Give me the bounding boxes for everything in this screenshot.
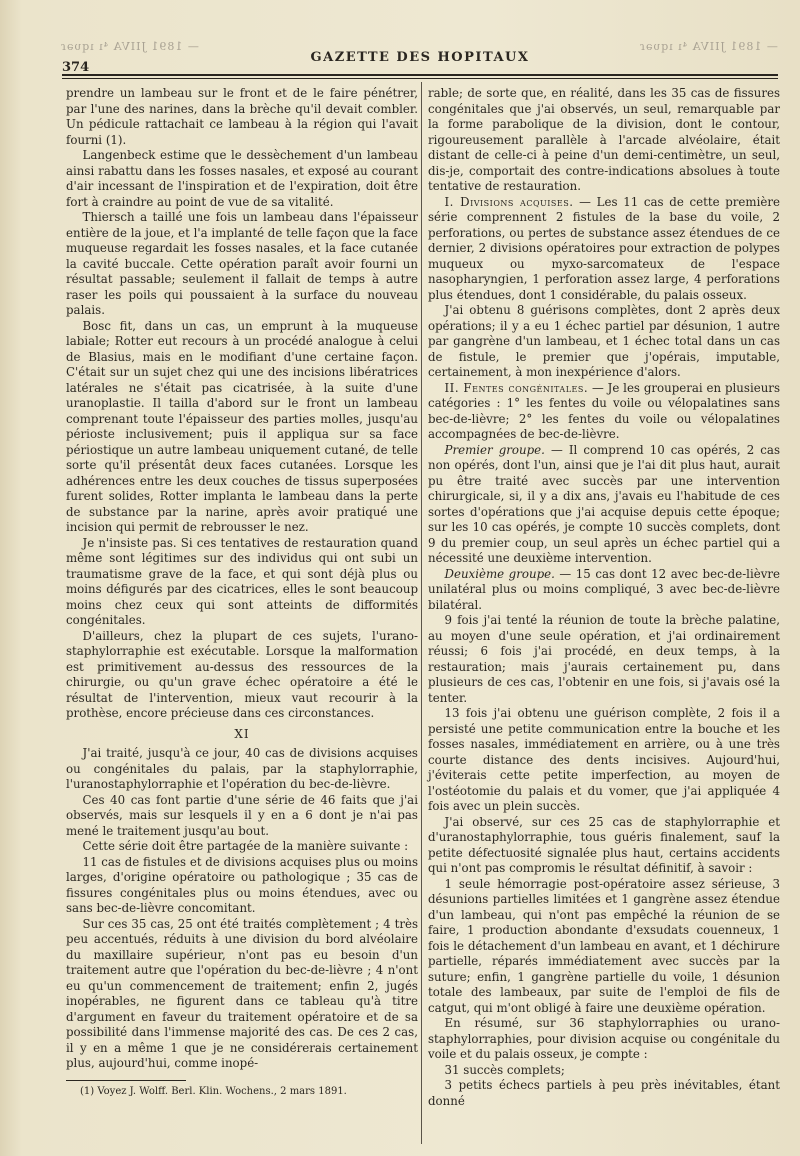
header-rule	[62, 74, 778, 76]
list-item: 31 succès complets;	[444, 1062, 565, 1077]
paragraph: D'ailleurs, chez la plupart de ces sujets, l'urano-staphylorraphie est exécutable. Lorsque la malformation est primitivement au-dessus des ressources de la chirurgie, ou qu'un grave échec opératoire a été le résultat de l'intervention, mieux vaut recourir à la prothèse, encore précieuse dans ces circonstances.	[66, 628, 418, 720]
paragraph	[428, 381, 780, 443]
group-label: Deuxième groupe.	[444, 566, 555, 581]
paragraph: Cette série doit être partagée de la manière suivante :	[82, 839, 409, 853]
left-column	[66, 86, 418, 1098]
paragraph: J'ai observé, sur ces 25 cas de staphylorraphie et d'uranostaphylorraphie, tous guéris finalement, sauf la petite défectuosité signalée plus haut, certains accidents qui n'ont pas compromis le résultat définitif, à savoir :	[428, 814, 780, 875]
paragraph-text: — Je les grouperai en plusieurs catégories : 1° les fentes du voile ou vélopalatines sans bec-de-lièvre; 2° les fentes du voile ou vélopalatines accompagnées de bec-de-lièvre.	[428, 380, 780, 441]
paragraph-text: — Les 11 cas de cette première série comprennent 2 fistules de la base du voile, 2 perforations, ou pertes de substance assez étendues de ce dernier, 2 divisions opératoires pour extraction de polypes muqueux ou myxo-sarcomateux de l'espace nasopharyngien, 1 perforation assez large, 4 perforations plus étendues, dont 1 considérable, du palais osseux.	[428, 194, 780, 302]
section-heading: XI	[234, 726, 250, 741]
paragraph-text: — Il comprend 10 cas opérés, 2 cas non opérés, dont l'un, ainsi que je l'ai dit plus haut, aurait pu être traité avec succès par une intervention chirurgicale, si, il y a dix ans, j'avais eu l'habitude de ces sortes d'opérations que j'ai acquise depuis cette époque; sur les 10 cas opérés, je compte 10 succès complets, dont 9 du premier coup, un seul après un échec partiel qui a nécessité une deuxième intervention.	[428, 442, 780, 565]
paragraph: Thiersch a taillé une fois un lambeau dans l'épaisseur entière de la joue, et l'a implanté de telle façon que la face muqueuse regardait les fosses nasales, et la face cutanée la cavité buccale. Cette opération paraît avoir fourni un résultat passable; seulement il fallait de temps à autre raser les poils qui poussaient à la surface du nouveau palais.	[66, 210, 418, 317]
paragraph: rable; de sorte que, en réalité, dans les 35 cas de fissures congénitales que j'ai observés, un seul, remarquable par la forme parabolique de la division, dont le contour, rigoureusement parallèle à l'arcade alvéolaire, était distant de celle-ci à peine d'un demi-centimètre, un seul, dis-je, comportait des contre-indications absolues à toute tentative de restauration.	[428, 86, 780, 193]
paragraph: 1 seule hémorragie post-opératoire assez sérieuse, 3 désunions partielles limitées et 1 gangrène assez étendue d'un lambeau, qui n'ont pas empêché la réunion de se faire, 1 production abondante d'exsudats couenneux, 1 fois le détachement d'un lambeau en avant, et 1 déchirure partielle, réparés immédiatement avec succès par la suture; enfin, 1 gangrène partielle du voile, 1 désunion totale des lambeaux, par suite de l'emploi de fils de catgut, qui m'ont obligé à faire une deuxième opération.	[428, 876, 780, 1015]
paragraph: Je n'insiste pas. Si ces tentatives de restauration quand même sont légitimes sur des individus qui ont subi un traumatisme grave de la face, et qui sont déjà plus ou moins défigurés par des cicatrices, elles le sont beaucoup moins chez ceux qui sont atteints de difformités congénitales.	[66, 535, 418, 627]
page-header	[62, 46, 778, 75]
bleed-through-text: — 1891 JIIVA ⁴ı ıqυəɾ	[60, 40, 199, 53]
header-rule-thin	[62, 78, 778, 79]
running-title: GAZETTE DES HOPITAUX	[310, 50, 530, 65]
paragraph-text: — 15 cas dont 12 avec bec-de-lièvre unilatéral plus ou moins compliqué, 3 avec bec-de-lièvre bilatéral.	[428, 566, 780, 612]
paragraph: 11 cas de fistules et de divisions acquises plus ou moins larges, d'origine opératoire ou pathologique ; 35 cas de fissures congénitales plus ou moins étendues, avec ou sans bec-de-lièvre concomitant.	[66, 854, 418, 915]
bleed-through-text: — 1891 JIIVA ⁴ı ıqυəɾ	[639, 40, 778, 53]
paragraph	[428, 195, 780, 304]
right-column	[428, 86, 780, 1109]
paragraph: Ces 40 cas font partie d'une série de 46 faits que j'ai observés, mais sur lesquels il y en a 6 dont je n'ai pas mené le traitement jusqu'au bout.	[66, 792, 418, 838]
paragraph: Bosc fit, dans un cas, un emprunt à la muqueuse labiale; Rotter eut recours à un procédé analogue à celui de Blasius, mais en le modifiant d'une certaine façon. C'était sur un sujet chez qui une des incisions libératrices latérales ne s'était pas cicatrisée, à la suite d'une uranoplastie. Il tailla d'abord sur le front un lambeau comprenant toute l'épaisseur des parties molles, jusqu'au périoste inclusivement; puis il appliqua sur sa face périostique un autre lambeau uniquement cutané, de telle sorte qu'il présentât deux faces cutanées. Lorsque les adhérences entre les deux couches de tissus superposées furent solides, Rotter implanta le lambeau dans la perte de substance par la narine, après avoir pratiqué une incision qui permit de rebrousser le nez.	[66, 318, 418, 534]
list-item: 3 petits échecs partiels à peu près inévitables, étant donné	[428, 1078, 780, 1108]
footnote: (1) Voyez J. Wolff. Berl. Klin. Wochens., 2 mars 1891.	[80, 1085, 347, 1097]
paragraph	[428, 443, 780, 567]
paragraph: prendre un lambeau sur le front et de le faire pénétrer, par l'une des narines, dans la brèche qu'il devait combler. Un pédicule rattachait ce lambeau à la région qui l'avait fourni (1).	[66, 86, 418, 147]
page-number: 374	[62, 60, 90, 75]
group-label: Premier groupe.	[444, 442, 545, 457]
column-divider	[421, 82, 422, 1144]
paragraph: 9 fois j'ai tenté la réunion de toute la brèche palatine, au moyen d'une seule opération, et j'ai ordinairement réussi; 6 fois j'ai procédé, en deux temps, à la restauration; mais j'aurais certainement pu, dans plusieurs de ces cas, l'obtenir en une fois, si j'avais osé la tenter.	[428, 613, 780, 705]
subsection-label: II. Fentes congénitales.	[444, 380, 589, 395]
paragraph: J'ai obtenu 8 guérisons complètes, dont 2 après deux opérations; il y a eu 1 échec partiel par désunion, 1 autre par gangrène d'un lambeau, et 1 échec total dans un cas de fistule, le premier que j'opérais, imputable, certainement, à mon inexpérience d'alors.	[428, 303, 780, 379]
paragraph: J'ai traité, jusqu'à ce jour, 40 cas de divisions acquises ou congénitales du palais, par la staphylorraphie, l'uranostaphylorraphie et l'opération du bec-de-lièvre.	[66, 746, 418, 791]
footnote-rule	[66, 1080, 186, 1081]
paragraph	[428, 567, 780, 614]
paragraph: Langenbeck estime que le dessèchement d'un lambeau ainsi rabattu dans les fosses nasales, et exposé au courant d'air incessant de l'inspiration et de l'expiration, doit être fort à craindre au point de vue de sa vitalité.	[66, 148, 418, 209]
paragraph: 13 fois j'ai obtenu une guérison complète, 2 fois il a persisté une petite communication entre la bouche et les fosses nasales, immédiatement en arrière, ou à une très courte distance des dents incisives. Aujourd'hui, j'éviterais cette petite imperfection, au moyen de l'ostéotomie du palais et du vomer, que j'ai appliquée 4 fois avec un plein succès.	[428, 706, 780, 813]
paragraph: En résumé, sur 36 staphylorraphies ou urano-staphylorraphies, pour division acquise ou congénitale du voile et du palais osseux, je compte :	[428, 1016, 780, 1061]
paragraph: Sur ces 35 cas, 25 ont été traités complètement ; 4 très peu accentués, réduits à une division du bord alvéolaire du maxillaire supérieur, n'ont pas eu besoin d'un traitement autre que l'opération du bec-de-lièvre ; 4 n'ont eu qu'un commencement de traitement; enfin 2, jugés inopérables, ne figurent dans ce tableau qu'à titre d'argument en faveur du traitement opératoire et de sa possibilité dans l'immense majorité des cas. De ces 2 cas, il y en a même 1 que je ne considérerais certainement plus, aujourd'hui, comme inopé-	[66, 916, 418, 1070]
subsection-label: I. Divisions acquises.	[444, 194, 574, 209]
